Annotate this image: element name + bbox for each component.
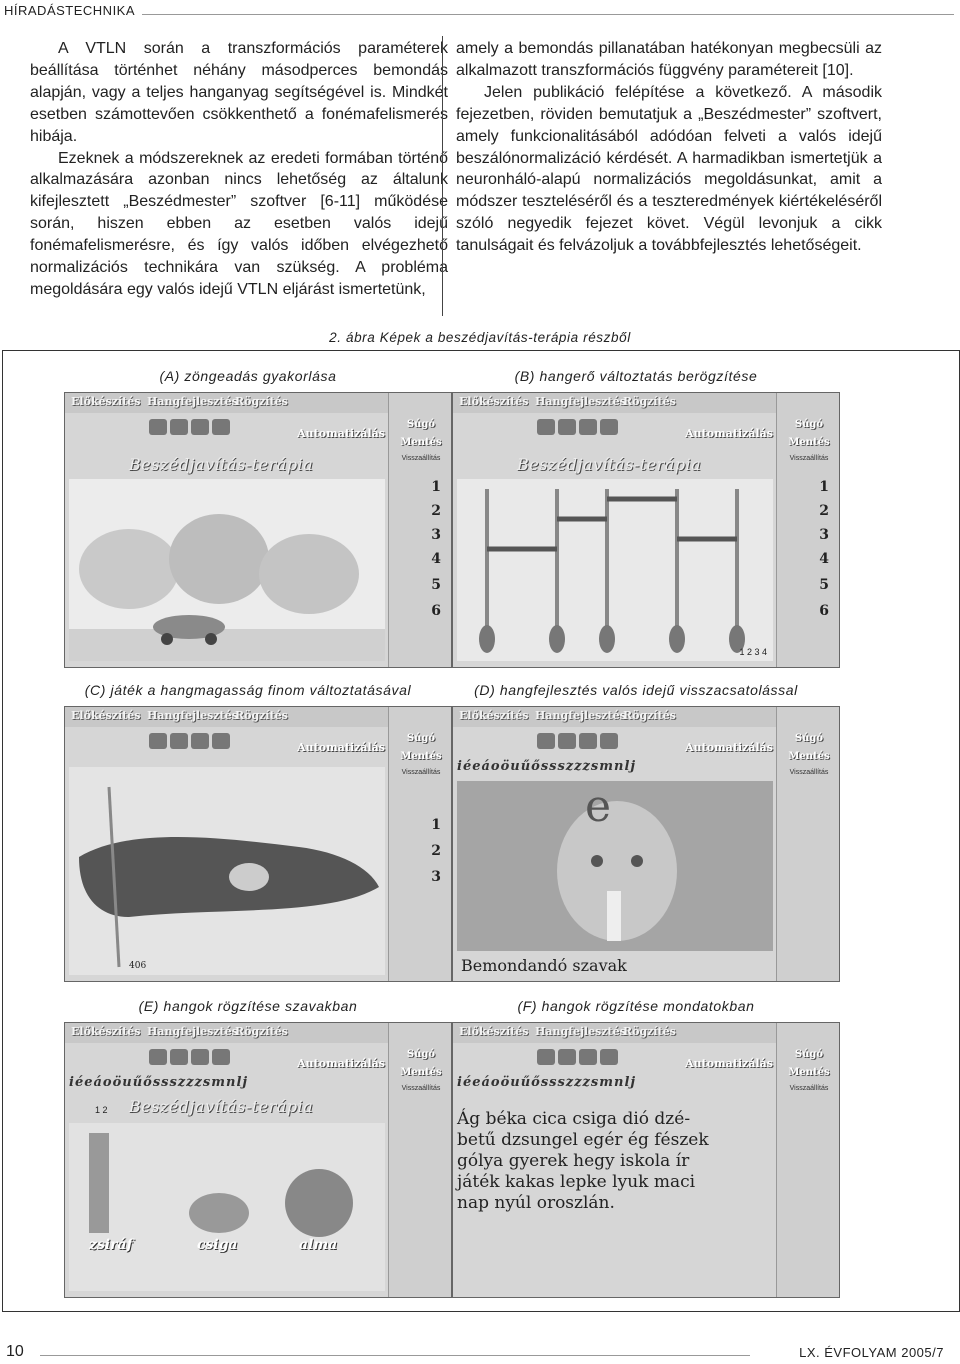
phoneme-row: iéeáoöuűőssszzzsmnlj	[69, 1075, 249, 1090]
menu-item-record: Rögzítés	[235, 709, 288, 722]
menu-item-sound: Hangfejlesztés	[535, 395, 626, 408]
app-title: Beszédjavítás-terápia	[129, 1097, 314, 1116]
level-2: 2	[819, 503, 829, 519]
word-label: csiga	[197, 1237, 238, 1253]
menu-item-prep: Előkészítés	[71, 1025, 141, 1038]
level-3: 3	[431, 869, 441, 885]
help-button: Súgó	[794, 1049, 824, 1060]
help-button: Súgó	[794, 419, 824, 430]
word-line: játék kakas lepke lyuk maci	[457, 1172, 696, 1192]
pictures-drawing	[69, 1123, 385, 1291]
paragraph: amely a bemondás pillanatában hatékonyan megbecsüli az alkalmazott transzformációs függvény paramétereit [10].	[456, 40, 882, 79]
menu-item-auto: Automatizálás	[685, 427, 773, 440]
word-pictures	[69, 1123, 385, 1291]
menu-item-record: Rögzítés	[623, 395, 676, 408]
level-3: 3	[431, 527, 441, 543]
scene-forest-car	[69, 479, 385, 661]
level-6: 6	[431, 603, 441, 619]
side-panel	[388, 707, 451, 981]
level-2: 2	[431, 843, 441, 859]
reset-label: Visszaállítás	[789, 455, 829, 462]
train-icons	[149, 733, 269, 753]
panel-caption-f: (F) hangok rögzítése mondatokban	[517, 998, 755, 1014]
reset-label: Visszaállítás	[789, 1085, 829, 1092]
help-button: Súgó	[794, 733, 824, 744]
level-5: 5	[819, 577, 829, 593]
word-list	[457, 1109, 709, 1214]
page-numbers: 1 2	[95, 1105, 108, 1115]
scene-underground	[69, 767, 385, 975]
train-icons	[537, 419, 657, 439]
screenshot-c	[64, 706, 452, 982]
menu-item-auto: Automatizálás	[685, 741, 773, 754]
panel-caption-d: (D) hangfejlesztés valós idejű visszacsatolással	[474, 682, 798, 698]
page-footer	[0, 1340, 960, 1364]
level-6: 6	[819, 603, 829, 619]
side-panel	[776, 1023, 839, 1297]
menu-item-prep: Előkészítés	[459, 709, 529, 722]
scene-hurdles	[457, 479, 773, 661]
screenshot-b	[452, 392, 840, 668]
scene-drawing	[69, 479, 385, 661]
menu-item-record: Rögzítés	[623, 1025, 676, 1038]
help-button: Súgó	[406, 1049, 436, 1060]
menu-item-auto: Automatizálás	[297, 741, 385, 754]
side-panel	[776, 707, 839, 981]
level-1: 1	[431, 817, 441, 833]
help-button: Súgó	[406, 419, 436, 430]
header-rule	[142, 14, 954, 15]
save-button: Mentés	[788, 751, 830, 762]
menu-item-record: Rögzítés	[235, 1025, 288, 1038]
level-5: 5	[431, 577, 441, 593]
menu-item-sound: Hangfejlesztés	[535, 1025, 626, 1038]
side-panel	[388, 393, 451, 667]
menu-item-sound: Hangfejlesztés	[147, 395, 238, 408]
figure-caption: 2. ábra Képek a beszédjavítás-terápia részből	[329, 330, 631, 345]
left-column	[30, 38, 448, 301]
reset-label: Visszaállítás	[789, 769, 829, 776]
menu-item-auto: Automatizálás	[297, 427, 385, 440]
level-1: 1	[819, 479, 829, 495]
screenshot-f	[452, 1022, 840, 1298]
word-line: nap nyúl oroszlán.	[457, 1193, 615, 1213]
train-icons	[537, 733, 657, 753]
counter: 406	[129, 961, 147, 971]
menu-item-auto: Automatizálás	[297, 1057, 385, 1070]
train-icons	[149, 1049, 269, 1069]
level-3: 3	[819, 527, 829, 543]
reset-label: Visszaállítás	[401, 455, 441, 462]
phoneme-row: iéeáoöuűőssszzzsmnlj	[457, 759, 637, 774]
paragraph: Ezeknek a módszereknek az eredeti formában történő alkalmazására azonban nincs lehetőség az általunk kifejlesztett „Beszédmester” szoftver [6-11] működése során, hiszen ebben az esetben valós idejű fonémafelismerésre, és így valós időben elvégezhető normalizációs technikára van szükség. A probléma megoldására egy valós idejű VTLN eljárást ismertetünk,	[30, 149, 448, 298]
word-line: betű dzsungel egér ég fészek	[457, 1130, 709, 1150]
menu-item-record: Rögzítés	[623, 709, 676, 722]
tunnel-drawing	[69, 767, 385, 975]
train-icons	[149, 419, 269, 439]
reset-label: Visszaállítás	[401, 1085, 441, 1092]
panel-caption-a: (A) zöngeadás gyakorlása	[159, 368, 337, 384]
word-line: gólya gyerek hegy iskola ír	[457, 1151, 690, 1171]
footer-rule	[40, 1355, 750, 1356]
save-button: Mentés	[400, 1067, 442, 1078]
phoneme-row: iéeáoöuűőssszzzsmnlj	[457, 1075, 637, 1090]
panel-caption-c: (C) játék a hangmagasság finom változtatásával	[84, 682, 412, 698]
level-4: 4	[819, 551, 829, 567]
save-button: Mentés	[788, 437, 830, 448]
target-letter: e	[585, 781, 612, 832]
save-button: Mentés	[400, 751, 442, 762]
photo-drawing	[457, 781, 773, 951]
menu-item-prep: Előkészítés	[459, 1025, 529, 1038]
issue-label: LX. ÉVFOLYAM 2005/7	[799, 1345, 944, 1360]
menu-item-auto: Automatizálás	[685, 1057, 773, 1070]
section-name: HÍRADÁSTECHNIKA	[4, 3, 136, 18]
words-label: Bemondandó szavak	[461, 956, 627, 975]
menu-item-sound: Hangfejlesztés	[147, 709, 238, 722]
menu-item-sound: Hangfejlesztés	[147, 1025, 238, 1038]
column-divider	[442, 36, 443, 316]
word-label: zsiráf	[89, 1237, 133, 1253]
save-button: Mentés	[400, 437, 442, 448]
app-title: Beszédjavítás-terápia	[517, 455, 702, 474]
screenshot-d	[452, 706, 840, 982]
running-header	[0, 0, 960, 22]
level-4: 4	[431, 551, 441, 567]
side-panel	[388, 1023, 451, 1297]
menu-item-record: Rögzítés	[235, 395, 288, 408]
menu-item-prep: Előkészítés	[71, 395, 141, 408]
screenshot-a	[64, 392, 452, 668]
help-button: Súgó	[406, 733, 436, 744]
screenshot-e	[64, 1022, 452, 1298]
right-column	[456, 38, 882, 257]
app-title: Beszédjavítás-terápia	[129, 455, 314, 474]
paragraph: A VTLN során a transzformációs paraméterek beállítása történhet néhány másodperces bemondás alapján, vagy a teljes hanganyag segítségével is. Mindkét esetben számottevően csökkenthető a fonémafelismerés hibája.	[30, 40, 448, 145]
panel-caption-e: (E) hangok rögzítése szavakban	[138, 998, 358, 1014]
panel-caption-b: (B) hangerő változtatás berögzítése	[514, 368, 758, 384]
reset-label: Visszaállítás	[401, 769, 441, 776]
menu-item-sound: Hangfejlesztés	[535, 709, 626, 722]
word-line: Ág béka cica csiga dió dzé-	[457, 1109, 691, 1129]
paragraph: Jelen publikáció felépítése a következő. A második fejezetben, röviden bemutatjuk a „Beszédmester” szoftvert, amely funkcionalitásából adódóan felveti a valós idejű beszálónormalizáció kérdését. A harmadikban ismertetjük a neuronháló-alapú normalizációs megoldásunkat, amit a módszer teszteléséről és a teszteredmények kiértékeléséről szóló negyedik fejezet követ. Végül levonjuk a cikk tanulságait és felvázoljuk a továbbfejlesztés lehetőségeit.	[456, 83, 882, 255]
side-panel	[776, 393, 839, 667]
word-label: alma	[299, 1237, 338, 1253]
save-button: Mentés	[788, 1067, 830, 1078]
train-icons	[537, 1049, 657, 1069]
menu-item-prep: Előkészítés	[459, 395, 529, 408]
level-1: 1	[431, 479, 441, 495]
child-photo	[457, 781, 773, 951]
menu-item-prep: Előkészítés	[71, 709, 141, 722]
level-2: 2	[431, 503, 441, 519]
page-number: 10	[6, 1343, 24, 1360]
hurdle-drawing	[457, 479, 773, 661]
level-indicator: 1 2 3 4	[739, 647, 767, 657]
